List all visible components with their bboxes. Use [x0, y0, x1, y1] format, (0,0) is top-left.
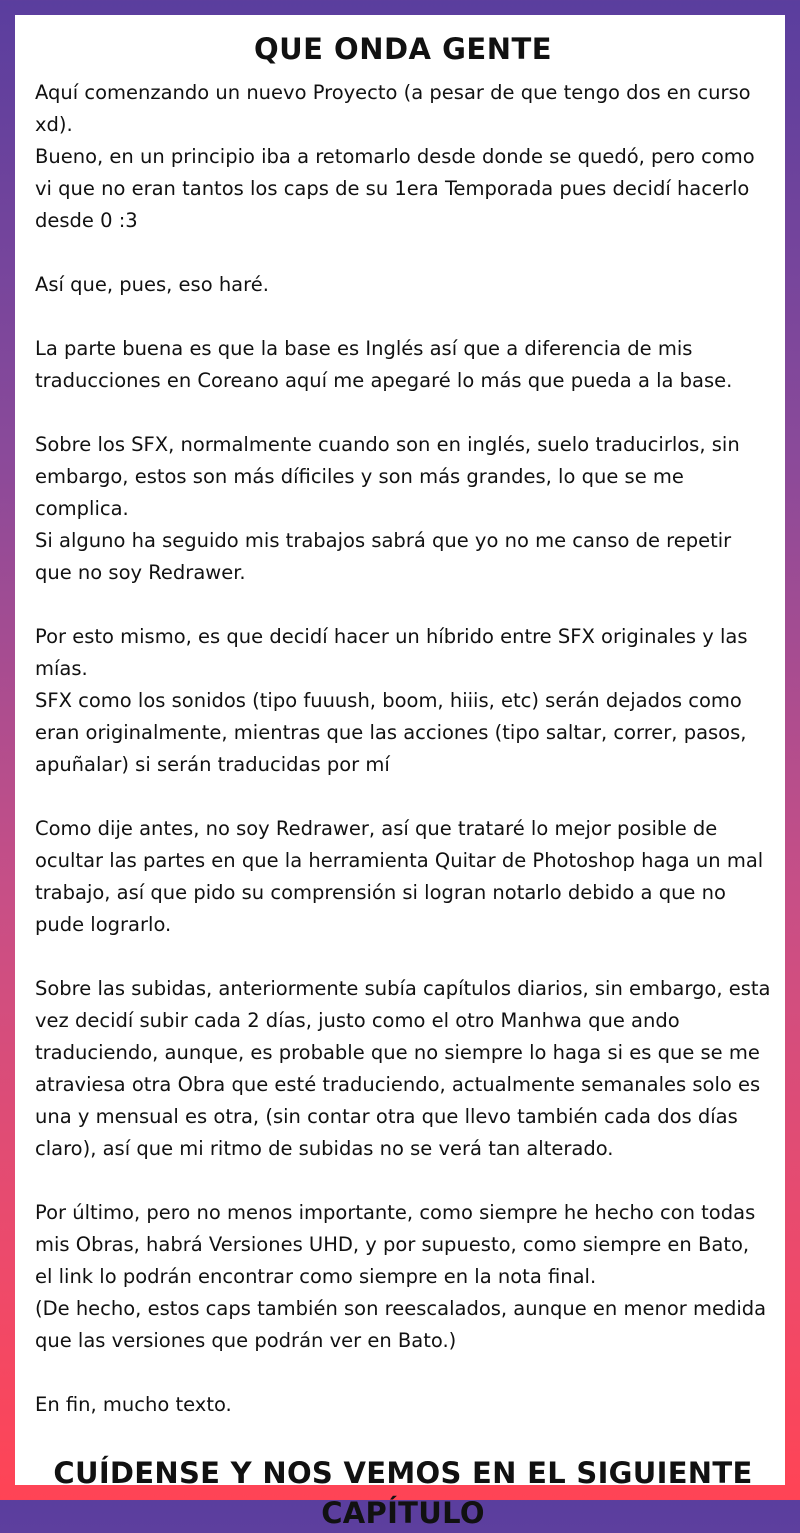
paragraph-base: La parte buena es que la base es Inglés así que a diferencia de mis traducciones en Coreano aquí me apegaré lo más que pueda a la base.: [35, 337, 733, 392]
closing-message: CUÍDENSE Y NOS VEMOS EN EL SIGUIENTE CAPÍTULO: [53, 1456, 753, 1530]
paragraph-redrawer: Como dije antes, no soy Redrawer, así que trataré lo mejor posible de ocultar las partes en que la herramienta Quitar de Photoshop haga un mal trabajo, así que pido su comprensión si logran notarlo debido a que no pude lograrlo.: [35, 817, 764, 936]
paragraph-schedule: Sobre las subidas, anteriormente subía capítulos diarios, sin embargo, esta vez decidí subir cada 2 días, justo como el otro Manhwa que ando traduciendo, aunque, es probable que no siempre lo haga si es que se me atraviesa otra Obra que esté traduciendo, actualmente semanales solo es una y mensual es otra, (sin contar otra que llevo también cada dos días claro), así que mi ritmo de subidas no se verá tan alterado.: [35, 977, 771, 1160]
paragraph-hybrid: Por esto mismo, es que decidí hacer un híbrido entre SFX originales y las mías. SFX como los sonidos (tipo fuuush, boom, hiiis, etc) serán dejados como eran originalmente, mientras que las acciones (tipo saltar, correr, pasos, apuñalar) si serán traducidas por mí: [35, 625, 748, 776]
paragraph-uhd: Por último, pero no menos importante, como siempre he hecho con todas mis Obras, habrá Versiones UHD, y por supuesto, como siempre en Bato, el link lo podrán encontrar como siempre en la nota final. (De hecho, estos caps también son reescalados, aunque en menor medida que las versiones que podrán ver en Bato.): [35, 1201, 767, 1352]
paragraph-intro: Aquí comenzando un nuevo Proyecto (a pesar de que tengo dos en curso xd). Bueno, en un principio iba a retomarlo desde donde se quedó, pero como vi que no eran tantos los caps de su 1era Temporada pues decidí hacerlo desde 0 :3: [35, 81, 755, 232]
paragraph-end: En fin, mucho texto.: [35, 1393, 232, 1416]
page-title: QUE ONDA GENTE: [253, 32, 553, 66]
paragraph-sfx: Sobre los SFX, normalmente cuando son en inglés, suelo traducirlos, sin embargo, estos son más díficiles y son más grandes, lo que se me complica. Si alguno ha seguido mis trabajos sabrá que yo no me canso de repetir que no soy Redrawer.: [35, 433, 740, 584]
note-panel: [15, 15, 785, 1530]
paragraph-plan: Así que, pues, eso haré.: [35, 273, 269, 296]
